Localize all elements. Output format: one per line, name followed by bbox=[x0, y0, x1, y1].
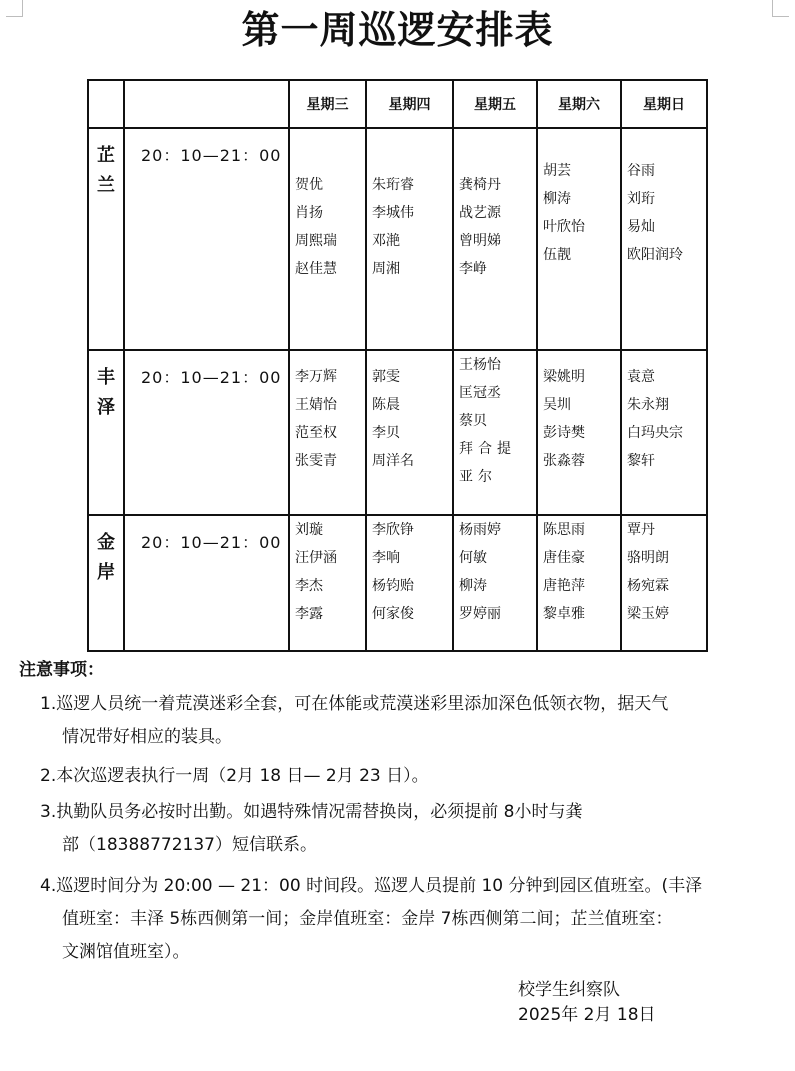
patroller-name: 梁玉婷 bbox=[627, 606, 669, 622]
note-line: 1.巡逻人员统一着荒漠迷彩全套，可在体能或荒漠迷彩里添加深色低领衣物，据天气 bbox=[40, 694, 669, 714]
patroller-name: 李露 bbox=[295, 606, 323, 622]
patroller-name: 龚椅丹 bbox=[459, 177, 501, 193]
patroller-name: 张淼蓉 bbox=[543, 453, 585, 469]
day-cell bbox=[453, 515, 537, 651]
day-cell bbox=[453, 350, 537, 515]
header-cell-wed: 星期三 bbox=[289, 80, 366, 128]
day-cell bbox=[289, 515, 366, 651]
header-cell-thu: 星期四 bbox=[366, 80, 453, 128]
zone-char: 岸 bbox=[97, 562, 115, 583]
patroller-name: 杨钧贻 bbox=[372, 578, 414, 594]
patroller-name: 黎轩 bbox=[627, 453, 655, 469]
time-cell bbox=[124, 350, 289, 515]
patroller-name: 战艺源 bbox=[459, 205, 501, 221]
zone-char: 丰 bbox=[97, 367, 115, 388]
zone-label bbox=[89, 129, 123, 201]
note-line: 3.执勤队员务必按时出勤。如遇特殊情况需替换岗，必须提前 8小时与龚 bbox=[40, 802, 583, 822]
header-cell-sat: 星期六 bbox=[537, 80, 621, 128]
table-row bbox=[88, 128, 707, 350]
note-line: 值班室：丰泽 5栋西侧第一间；金岸值班室：金岸 7栋西侧第二间；芷兰值班室： bbox=[62, 909, 673, 929]
patroller-name: 唐佳豪 bbox=[543, 550, 585, 566]
patroller-name: 王杨怡 bbox=[459, 357, 501, 373]
day-cell bbox=[289, 350, 366, 515]
table-header-row bbox=[88, 80, 707, 128]
day-cell bbox=[621, 515, 707, 651]
patroller-name: 柳涛 bbox=[543, 191, 571, 207]
patroller-name: 朱永翔 bbox=[627, 397, 669, 413]
note-line: 文渊馆值班室）。 bbox=[62, 942, 190, 962]
note-item bbox=[40, 688, 780, 754]
note-item bbox=[40, 870, 780, 969]
day-cell bbox=[453, 128, 537, 350]
day-cell bbox=[537, 350, 621, 515]
zone-cell bbox=[88, 350, 124, 515]
patroller-name: 吴圳 bbox=[543, 397, 571, 413]
note-line: 4.巡逻时间分为 20:00 — 21：00 时间段。巡逻人员提前 10 分钟到园区值班室。(丰泽 bbox=[40, 876, 703, 896]
patroller-name: 唐艳萍 bbox=[543, 578, 585, 594]
patroller-name: 张雯青 bbox=[295, 453, 337, 469]
patroller-name: 欧阳润玲 bbox=[627, 247, 683, 263]
patroller-name: 赵佳慧 bbox=[295, 261, 337, 277]
signature-date: 2025年 2月 18日 bbox=[518, 1005, 656, 1025]
patroller-name: 白玛央宗 bbox=[627, 425, 683, 441]
time-slot: 20：10—21：00 bbox=[141, 368, 282, 387]
time-cell bbox=[124, 515, 289, 651]
note-line: 部（18388772137）短信联系。 bbox=[62, 835, 317, 855]
patroller-name: 叶欣怡 bbox=[543, 219, 585, 235]
table-row bbox=[88, 515, 707, 651]
zone-cell bbox=[88, 515, 124, 651]
patroller-name: 伍靓 bbox=[543, 247, 571, 263]
zone-char: 芷 bbox=[97, 145, 115, 166]
patroller-name: 彭诗樊 bbox=[543, 425, 585, 441]
patroller-name: 黎卓雅 bbox=[543, 606, 585, 622]
time-slot: 20：10—21：00 bbox=[141, 533, 282, 552]
patroller-name: 何家俊 bbox=[372, 606, 414, 622]
day-cell bbox=[366, 128, 453, 350]
patroller-name: 谷雨 bbox=[627, 163, 655, 179]
day-cell bbox=[537, 515, 621, 651]
patroller-name: 梁姚明 bbox=[543, 369, 585, 385]
page-title: 第一周巡逻安排表 bbox=[241, 8, 554, 52]
zone-char: 泽 bbox=[97, 397, 115, 418]
patroller-name: 杨宛霖 bbox=[627, 578, 669, 594]
patroller-name: 肖扬 bbox=[295, 205, 323, 221]
patroller-name: 杨雨婷 bbox=[459, 522, 501, 538]
zone-char: 兰 bbox=[97, 175, 115, 196]
patrol-schedule-table bbox=[87, 79, 708, 652]
patroller-name: 拜合提亚尔 bbox=[459, 441, 516, 485]
patroller-name: 覃丹 bbox=[627, 522, 655, 538]
patroller-name: 李万辉 bbox=[295, 369, 337, 385]
patroller-name: 何敏 bbox=[459, 550, 487, 566]
patroller-name: 邓滟 bbox=[372, 233, 400, 249]
patroller-name: 易灿 bbox=[627, 219, 655, 235]
time-cell bbox=[124, 128, 289, 350]
patroller-name: 周洋名 bbox=[372, 453, 414, 469]
patroller-name: 王婧怡 bbox=[295, 397, 337, 413]
note-line: 2.本次巡逻表执行一周（2月 18 日— 2月 23 日）。 bbox=[40, 766, 429, 786]
patroller-name: 李欣铮 bbox=[372, 522, 414, 538]
patroller-name: 袁意 bbox=[627, 369, 655, 385]
patroller-name: 汪伊涵 bbox=[295, 550, 337, 566]
header-cell-zone bbox=[88, 80, 124, 128]
patroller-name: 李城伟 bbox=[372, 205, 414, 221]
patroller-name: 陈思雨 bbox=[543, 522, 585, 538]
patroller-name: 周熙瑞 bbox=[295, 233, 337, 249]
patroller-name: 李响 bbox=[372, 550, 400, 566]
patroller-name: 刘璇 bbox=[295, 522, 323, 538]
patroller-name: 周湘 bbox=[372, 261, 400, 277]
note-line: 情况带好相应的装具。 bbox=[62, 727, 232, 747]
patroller-name: 曾明娣 bbox=[459, 233, 501, 249]
patroller-name: 胡芸 bbox=[543, 163, 571, 179]
note-item bbox=[40, 760, 780, 793]
patroller-name: 李峥 bbox=[459, 261, 487, 277]
zone-char: 金 bbox=[97, 532, 115, 553]
patroller-name: 柳涛 bbox=[459, 578, 487, 594]
header-cell-fri: 星期五 bbox=[453, 80, 537, 128]
patroller-name: 骆明朗 bbox=[627, 550, 669, 566]
header-cell-sun: 星期日 bbox=[621, 80, 707, 128]
table-row bbox=[88, 350, 707, 515]
zone-cell bbox=[88, 128, 124, 350]
day-cell bbox=[537, 128, 621, 350]
patroller-name: 范至权 bbox=[295, 425, 337, 441]
zone-label bbox=[89, 516, 123, 588]
notes-heading: 注意事项： bbox=[19, 660, 104, 680]
patroller-name: 朱珩睿 bbox=[372, 177, 414, 193]
patroller-name: 郭雯 bbox=[372, 369, 400, 385]
note-item bbox=[40, 796, 780, 862]
patroller-name: 蔡贝 bbox=[459, 413, 487, 429]
patroller-name: 刘珩 bbox=[627, 191, 655, 207]
day-cell bbox=[366, 515, 453, 651]
day-cell bbox=[289, 128, 366, 350]
patroller-name: 陈晨 bbox=[372, 397, 400, 413]
signature-org: 校学生纠察队 bbox=[518, 980, 620, 1000]
day-cell bbox=[366, 350, 453, 515]
patroller-name: 李杰 bbox=[295, 578, 323, 594]
patroller-name: 罗婷丽 bbox=[459, 606, 501, 622]
patroller-name: 贺优 bbox=[295, 177, 323, 193]
day-cell bbox=[621, 128, 707, 350]
day-cell bbox=[621, 350, 707, 515]
zone-label bbox=[89, 351, 123, 423]
time-slot: 20：10—21：00 bbox=[141, 146, 282, 165]
patroller-name: 匡冠丞 bbox=[459, 385, 501, 401]
header-cell-time bbox=[124, 80, 289, 128]
patroller-name: 李贝 bbox=[372, 425, 400, 441]
